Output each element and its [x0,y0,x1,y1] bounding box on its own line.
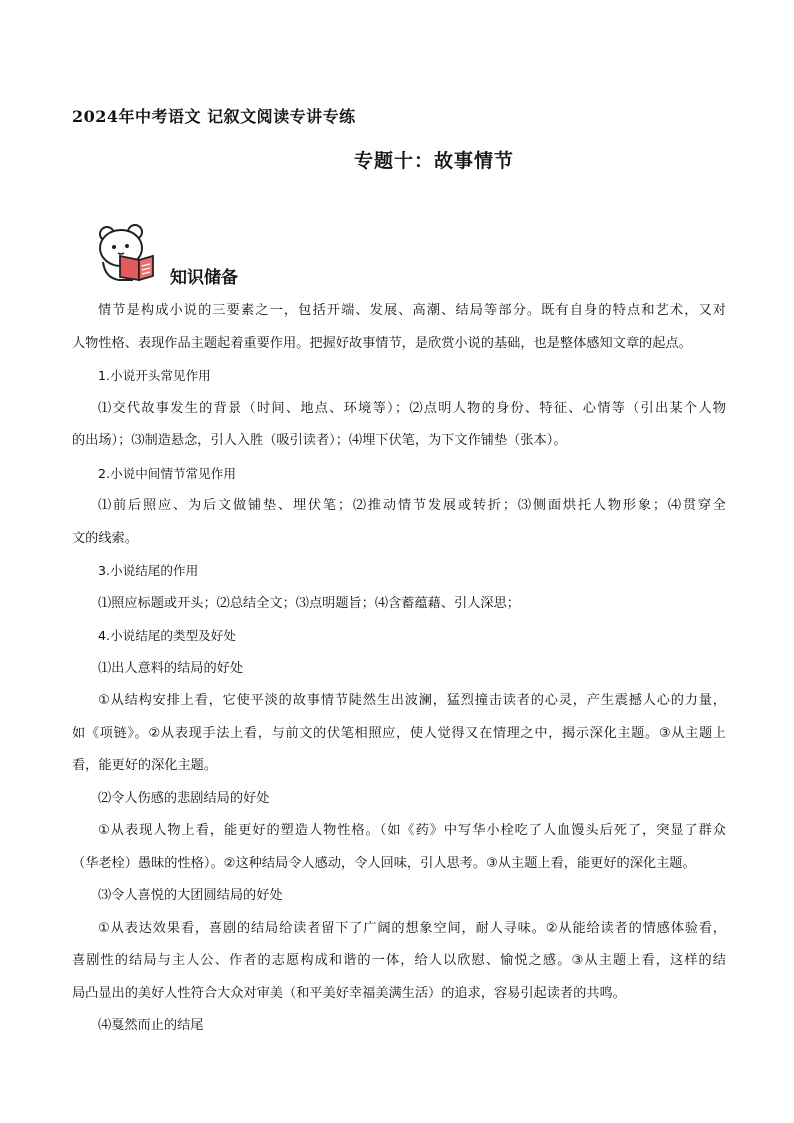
paragraph-line: 如《项链》。②从表现手法上看，与前文的伏笔相照应，使人觉得又在情理之中，揭示深化主题。③从主题上 [72,725,726,741]
reading-bear-icon [95,222,157,284]
paragraph-line: （华老栓）愚昧的性格）。②这种结局令人感动，令人回味，引人思考。③从主题上看，能更好的深化主题。 [72,855,696,871]
series-title: 2024年中考语文 记叙文阅读专讲专练 [72,107,356,126]
paragraph-line: 情节是构成小说的三要素之一，包括开端、发展、高潮、结局等部分。既有自身的特点和艺术，又对 [98,303,726,318]
paragraph-line: ⑴交代故事发生的背景（时间、地点、环境等）；⑵点明人物的身份、特征、心情等（引出某个人物 [98,400,726,416]
page-title [0,146,794,173]
topic-title: 专题十：故事情节 [353,150,514,172]
subheading: 4.小说结尾的类型及好处 [98,628,236,643]
paragraph-line: ⑶令人喜悦的大团圆结局的好处 [98,888,283,903]
paragraph-line: 看，能更好的深化主题。 [72,758,218,773]
paragraph-line: ①从结构安排上看，它使平淡的故事情节陡然生出波澜，猛烈撞击读者的心灵，产生震撼人心的力量， [98,693,726,708]
section-heading: 知识储备 [170,268,238,288]
paragraph-line: ①从表达效果看，喜剧的结局给读者留下了广阔的想象空间，耐人寻味。②从能给读者的情感体验看， [98,920,726,936]
subheading: 1.小说开头常见作用 [98,368,211,383]
paragraph-line: ⑴前后照应、为后文做铺垫、埋伏笔；⑵推动情节发展或转折；⑶侧面烘托人物形象；⑷贯穿全 [98,498,726,513]
paragraph-line: ⑵令人伤感的悲剧结局的好处 [98,790,270,806]
paragraph-line: 人物性格、表现作品主题起着重要作用。把握好故事情节，是欣赏小说的基础，也是整体感知文章的起点。 [72,335,692,351]
subheading: 2.小说中间情节常见作用 [98,465,236,481]
paragraph-line: 局凸显出的美好人性符合大众对审美（和平美好幸福美满生活）的追求，容易引起读者的共鸣。 [72,985,626,1001]
paragraph-line: ⑴出人意料的结局的好处 [98,660,244,676]
paragraph-line: 的出场）；⑶制造悬念，引人入胜（吸引读者）；⑷埋下伏笔，为下文作铺垫（张本）。 [72,433,567,448]
paragraph-line: ①从表现人物上看，能更好的塑造人物性格。（如《药》中写华小栓吃了人血馒头后死了，突显了群众 [98,823,726,838]
paragraph-line: ⑷戛然而止的结尾 [98,1018,204,1033]
body-text [72,300,726,1048]
paragraph-line: 文的线索。 [72,530,138,546]
subheading: 3.小说结尾的作用 [98,563,199,578]
paragraph-line: 喜剧性的结局与主人公、作者的志愿构成和谐的一体，给人以欣慰、愉悦之感。③从主题上看，这样的结 [72,953,726,968]
paragraph-line: ⑴照应标题或开头；⑵总结全文；⑶点明题旨；⑷含蓄蕴藉、引人深思； [98,595,520,611]
